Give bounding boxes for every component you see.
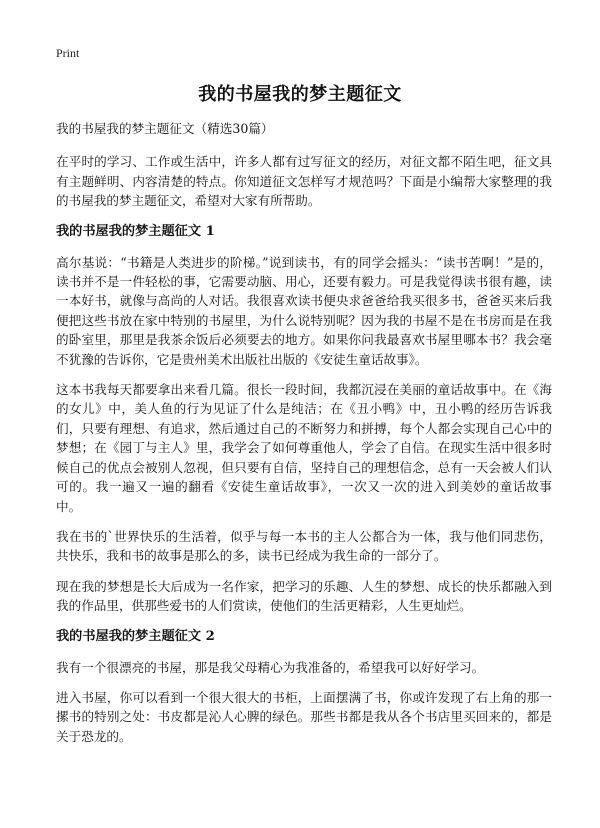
- paragraph: 现在我的梦想是长大后成为一名作家，把学习的乐趣、人生的梦想、成长的快乐都融入到我的作品里，供那些爱书的人们赏读，使他们的生活更精彩，人生更灿烂。: [56, 578, 552, 614]
- section-heading: 我的书屋我的梦主题征文 1: [56, 223, 215, 239]
- paragraph: 这本书我每天都要拿出来看几篇。很长一段时间，我都沉浸在美丽的童话故事中。在《海的女儿》中，美人鱼的行为见证了什么是纯洁；在《丑小鸭》中，丑小鸭的经历告诉我们，只要有理想、有追求，然后通过自己的不断努力和拼搏，每个人都会实现自己心中的梦想；在《园丁与主人》里，我学会了如何尊重他人，学会了自信。在现实生活中很多时候自己的优点会被别人忽视，但只要有自信，坚持自己的理想信念，总有一天会被人们认可的。我一遍又一遍的翻看《安徒生童话故事》，一次又一次的进入到美妙的童话故事中。: [56, 382, 552, 514]
- paragraph: 我在书的`世界快乐的生活着，似乎与每一本书的主人公都合为一体，我与他们同悲伤，共快乐，我和书的故事是那么的多，读书已经成为我生命的一部分了。: [56, 528, 552, 564]
- article-body: [56, 119, 552, 757]
- paragraph: 我有一个很漂亮的书屋，那是我父母精心为我准备的，希望我可以好好学习。: [56, 659, 485, 675]
- paragraph: 进入书屋，你可以看到一个很大很大的书柜，上面摆满了书，你或许发现了右上角的那一摞书的特别之处：书皮都是沁人心脾的绿色。那些书都是我从各个书店里买回来的，都是关于恐龙的。: [56, 689, 552, 744]
- intro-paragraph: 在平时的学习、工作或生活中，许多人都有过写征文的经历，对征文都不陌生吧，征文具有主题鲜明、内容清楚的特点。你知道征文怎样写才规范吗？下面是小编帮大家整理的我的书屋我的梦主题征文，希望对大家有所帮助。: [56, 154, 552, 209]
- article-subtitle: 我的书屋我的梦主题征文（精选30篇）: [56, 121, 274, 136]
- page-title: 我的书屋我的梦主题征文: [198, 84, 402, 105]
- print-label[interactable]: Print: [56, 46, 80, 60]
- section-heading: 我的书屋我的梦主题征文 2: [56, 628, 215, 644]
- paragraph: 高尔基说：“书籍是人类进步的阶梯。”说到读书，有的同学会摇头：“读书苦啊！”是的，读书并不是一件轻松的事，它需要动脑、用心，还要有毅力。可是我觉得读书很有趣，读一本好书，就像与高尚的人对话。我很喜欢读书便央求爸爸给我买很多书，爸爸买来后我便把这些书放在家中特别的书屋里，为什么说特别呢？因为我的书屋不是在书房而是在我的卧室里，那里是我茶余饭后必须要去的地方。如果你问我最喜欢书屋里哪本书？我会毫不犹豫的告诉你，它是贵州美术出版社出版的《安徒生童话故事》。: [56, 254, 552, 367]
